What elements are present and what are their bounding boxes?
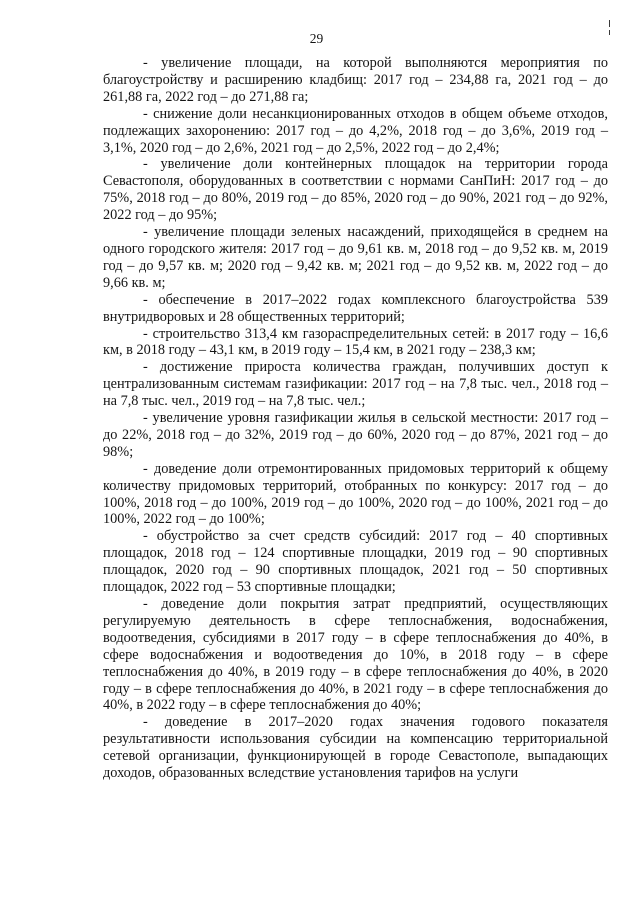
list-item: - достижение прироста количества граждан, получивших доступ к централизованным системам газификации: 2017 год – на 7,8 тыс. чел., 2018 год – на 7,8 тыс. чел., 2019 год – на 7,8 тыс. чел.; (103, 359, 608, 410)
document-body (103, 55, 608, 782)
list-item: - увеличение площади зеленых насаждений, приходящейся в среднем на одного городского жителя: 2017 год – до 9,61 кв. м, 2018 год – до 9,52 кв. м, 2019 год – до 9,57 кв. м; 2020 год – 9,42 кв. м; 2021 год – до 9,52 кв. м, 2022 год – до 9,66 кв. м; (103, 224, 608, 291)
list-item: - строительство 313,4 км газораспределительных сетей: в 2017 году – 16,6 км, в 2018 году – 43,1 км, в 2019 году – 15,4 км, в 2021 году – 238,3 км; (103, 325, 608, 359)
list-item: - обустройство за счет средств субсидий: 2017 год – 40 спортивных площадок, 2018 год – 124 спортивные площадки, 2019 год – 90 спортивных площадок, 2020 год – 90 спортивных площадок, 2021 год – 50 спортивных площадок, 2022 год – 53 спортивные площадки; (103, 528, 608, 596)
list-item: - обеспечение в 2017–2022 годах комплексного благоустройства 539 внутридворовых и 28 общественных территорий; (103, 291, 608, 325)
list-item: - доведение доли покрытия затрат предприятий, осуществляющих регулируемую деятельность в сфере теплоснабжения, водоснабжения, водоотведения, субсидиями в 2017 году – в сфере теплоснабжения до 40%, в сфере водоснабжения и водоотведения до 10%, в 2018 году – в сфере теплоснабжения до 40%, в 2019 году – в сфере теплоснабжения до 40%, в 2020 году – в сфере теплоснабжения до 40%, в 2021 году – в сфере теплоснабжения до 40%, в 2022 году – в сфере теплоснабжения до 40%; (103, 596, 608, 714)
list-item: - доведение доли отремонтированных придомовых территорий к общему количеству придомовых территорий, отобранных по конкурсу: 2017 год – до 100%, 2018 год – до 100%, 2019 год – до 100%, 2020 год – до 100%, 2021 год – до 100%, 2022 год – до 100%; (103, 460, 608, 528)
list-item: - снижение доли несанкционированных отходов в общем объеме отходов, подлежащих захоронению: 2017 год – до 4,2%, 2018 год – до 3,6%, 2019 год – 3,1%, 2020 год – до 2,6%, 2021 год – до 2,5%, 2022 год – до 2,4%; (103, 105, 608, 156)
list-item: - увеличение площади, на которой выполняются мероприятия по благоустройству и расширению кладбищ: 2017 год – 234,88 га, 2021 год – до 261,88 га, 2022 год – до 271,88 га; (103, 55, 608, 105)
list-item: - увеличение доли контейнерных площадок на территории города Севастополя, оборудованных в соответствии с нормами СанПиН: 2017 год – до 75%, 2018 год – до 80%, 2019 год – до 85%, 2020 год – до 90%, 2021 год – до 92%, 2022 год – до 95%; (103, 156, 608, 224)
list-item: - доведение в 2017–2020 годах значения годового показателя результативности использования субсидии на компенсацию территориальной сетевой организации, функционирующей в городе Севастополе, выпадающих доходов, образованных вследствие установления тарифов на услуги (103, 714, 608, 782)
list-item: - увеличение уровня газификации жилья в сельской местности: 2017 год – до 22%, 2018 год – до 32%, 2019 год – до 60%, 2020 год – до 87%, 2021 год – до 98%; (103, 410, 608, 460)
scan-mark (609, 30, 610, 35)
scan-mark (609, 20, 610, 27)
page-number: 29 (309, 31, 324, 46)
